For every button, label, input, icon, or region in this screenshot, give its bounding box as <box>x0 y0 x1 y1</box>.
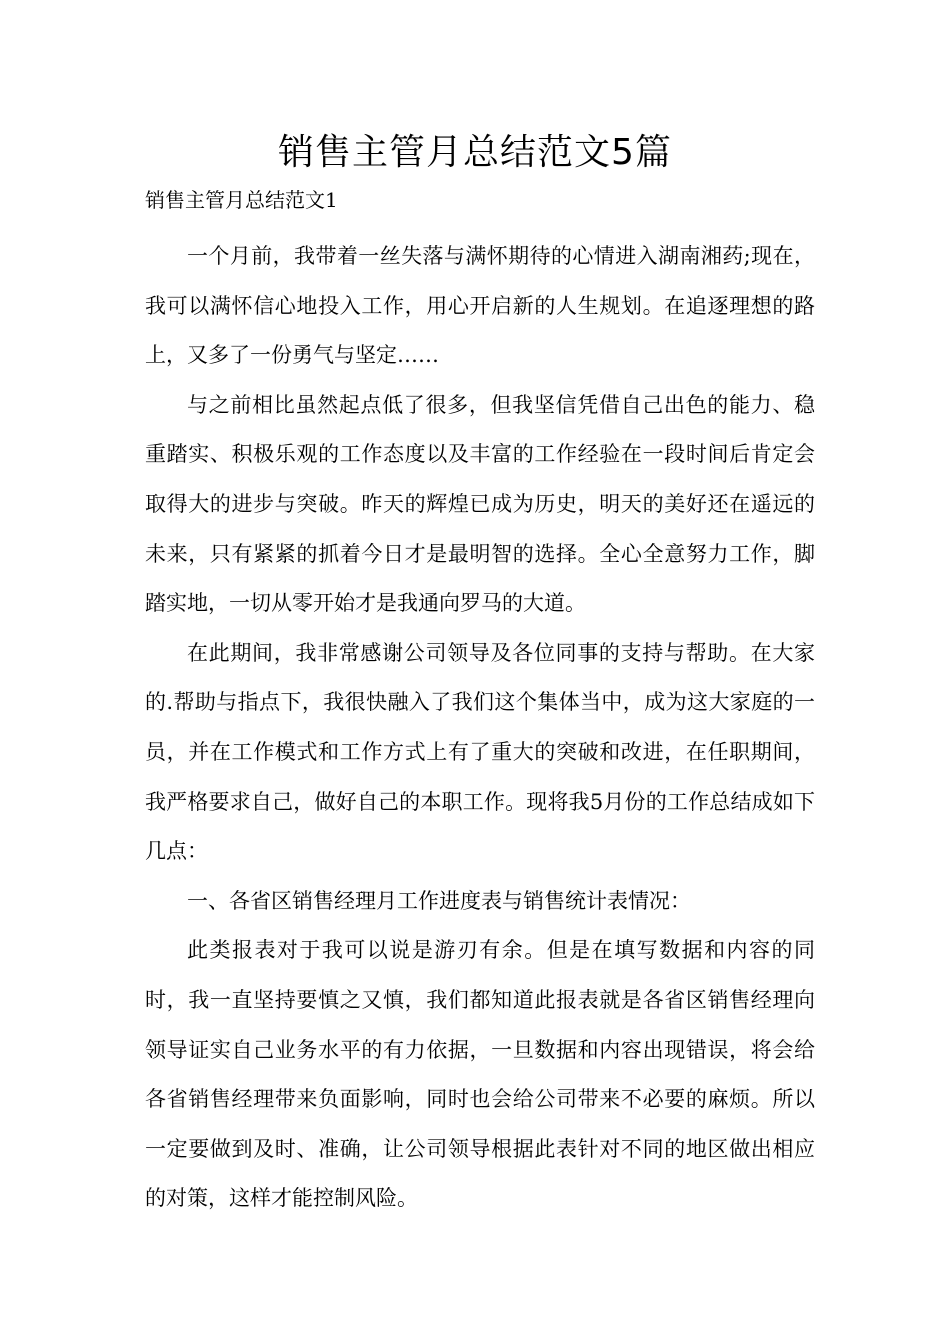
paragraph-5: 此类报表对于我可以说是游刃有余。但是在填写数据和内容的同时，我一直坚持要慎之又慎，我们都知道此报表就是各省区销售经理向领导证实自己业务水平的有力依据，一旦数据和内容出现错误，将会给各省销售经理带来负面影响，同时也会给公司带来不必要的麻烦。所以一定要做到及时、准确，让公司领导根据此表针对不同的地区做出相应的对策，这样才能控制风险。 <box>145 938 815 1211</box>
document-title: 销售主管月总结范文5篇 <box>278 132 672 173</box>
paragraph-3: 在此期间，我非常感谢公司领导及各位同事的支持与帮助。在大家的.帮助与指点下，我很快融入了我们这个集体当中，成为这大家庭的一员，并在工作模式和工作方式上有了重大的突破和改进，在任职期间，我严格要求自己，做好自己的本职工作。现将我5月份的工作总结成如下几点： <box>145 640 815 864</box>
paragraph-1: 一个月前，我带着一丝失落与满怀期待的心情进入湖南湘药;现在，我可以满怀信心地投入工作，用心开启新的人生规划。在追逐理想的路上，又多了一份勇气与坚定…… <box>145 244 815 368</box>
paragraph-4: 一、各省区销售经理月工作进度表与销售统计表情况： <box>187 888 691 913</box>
document-body <box>145 232 815 1224</box>
paragraph-2: 与之前相比虽然起点低了很多，但我坚信凭借自己出色的能力、稳重踏实、积极乐观的工作态度以及丰富的工作经验在一段时间后肯定会取得大的进步与突破。昨天的辉煌已成为历史，明天的美好还在遥远的未来，只有紧紧的抓着今日才是最明智的选择。全心全意努力工作，脚踏实地，一切从零开始才是我通向罗马的大道。 <box>145 392 815 616</box>
section-heading: 销售主管月总结范文1 <box>145 188 338 212</box>
